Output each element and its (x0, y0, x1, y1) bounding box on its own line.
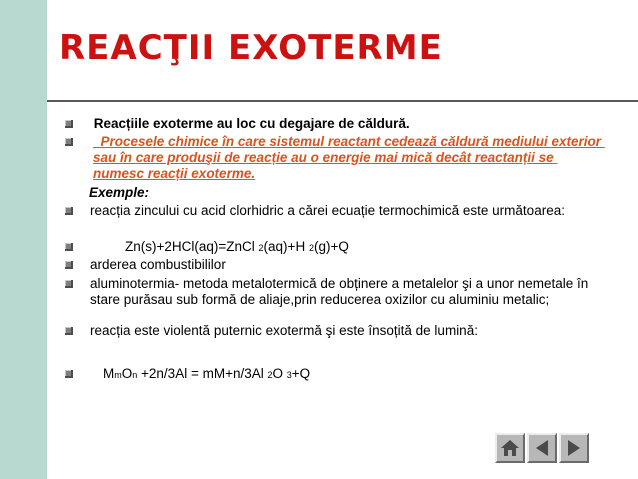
previous-slide-button[interactable] (527, 433, 557, 463)
bullet-square-icon (65, 327, 73, 335)
equation-text: MmOn +2n/3Al = mM+n/3Al 2O 3+Q (103, 366, 311, 381)
definition-lead (93, 134, 101, 149)
bullet-text (93, 134, 605, 182)
examples-label: Exemple: (89, 185, 150, 200)
definition-text: Procesele chimice în care sistemul reactant cedează căldură mediului exterior sau în care produşii de reacție au o energie mai mică decât reactanții se numesc reacții exoterme. (93, 134, 605, 181)
slide-navigation (495, 433, 589, 461)
bullet-item (65, 239, 605, 255)
bullet-square-icon (65, 261, 73, 269)
bullet-item (65, 134, 605, 182)
bullet-text: reacția zincului cu acid clorhidric a cărei ecuație termochimică este următoarea: (90, 203, 565, 218)
bullet-square-icon (65, 120, 73, 128)
bullet-square-icon (65, 280, 73, 288)
bullet-square-icon (65, 138, 73, 146)
equation-text: Zn(s)+2HCl(aq)=ZnCl 2(aq)+H 2(g)+Q (125, 239, 349, 254)
next-slide-button[interactable] (559, 433, 589, 463)
previous-icon (534, 439, 550, 457)
bullet-square-icon (65, 370, 73, 378)
home-button[interactable] (495, 433, 525, 463)
bullet-text: reacția este violentă puternic exotermă şi este însoțită de lumină: (90, 323, 478, 338)
bullet-item (65, 276, 605, 324)
home-icon (500, 439, 520, 457)
next-icon (566, 439, 582, 457)
bullet-text: Reacțiile exoterme au loc cu degajare de căldură. (90, 116, 410, 131)
slide-title: REACŢII EXOTERME (59, 28, 443, 68)
bullet-text: arderea combustibililor (90, 257, 226, 272)
bullet-item (65, 366, 605, 382)
bullet-item (65, 203, 605, 235)
bullet-text: aluminotermia- metoda metalotermică de obținere a metalelor şi a unor nemetale în stare purăsau sub formă de aliaje,prin reducerea oxizilor cu aluminiu metalic; (90, 276, 593, 307)
bullet-square-icon (65, 207, 73, 215)
bullet-item (65, 116, 605, 132)
bullet-item (65, 257, 605, 273)
bullet-square-icon (65, 243, 73, 251)
bullet-item (65, 323, 605, 339)
